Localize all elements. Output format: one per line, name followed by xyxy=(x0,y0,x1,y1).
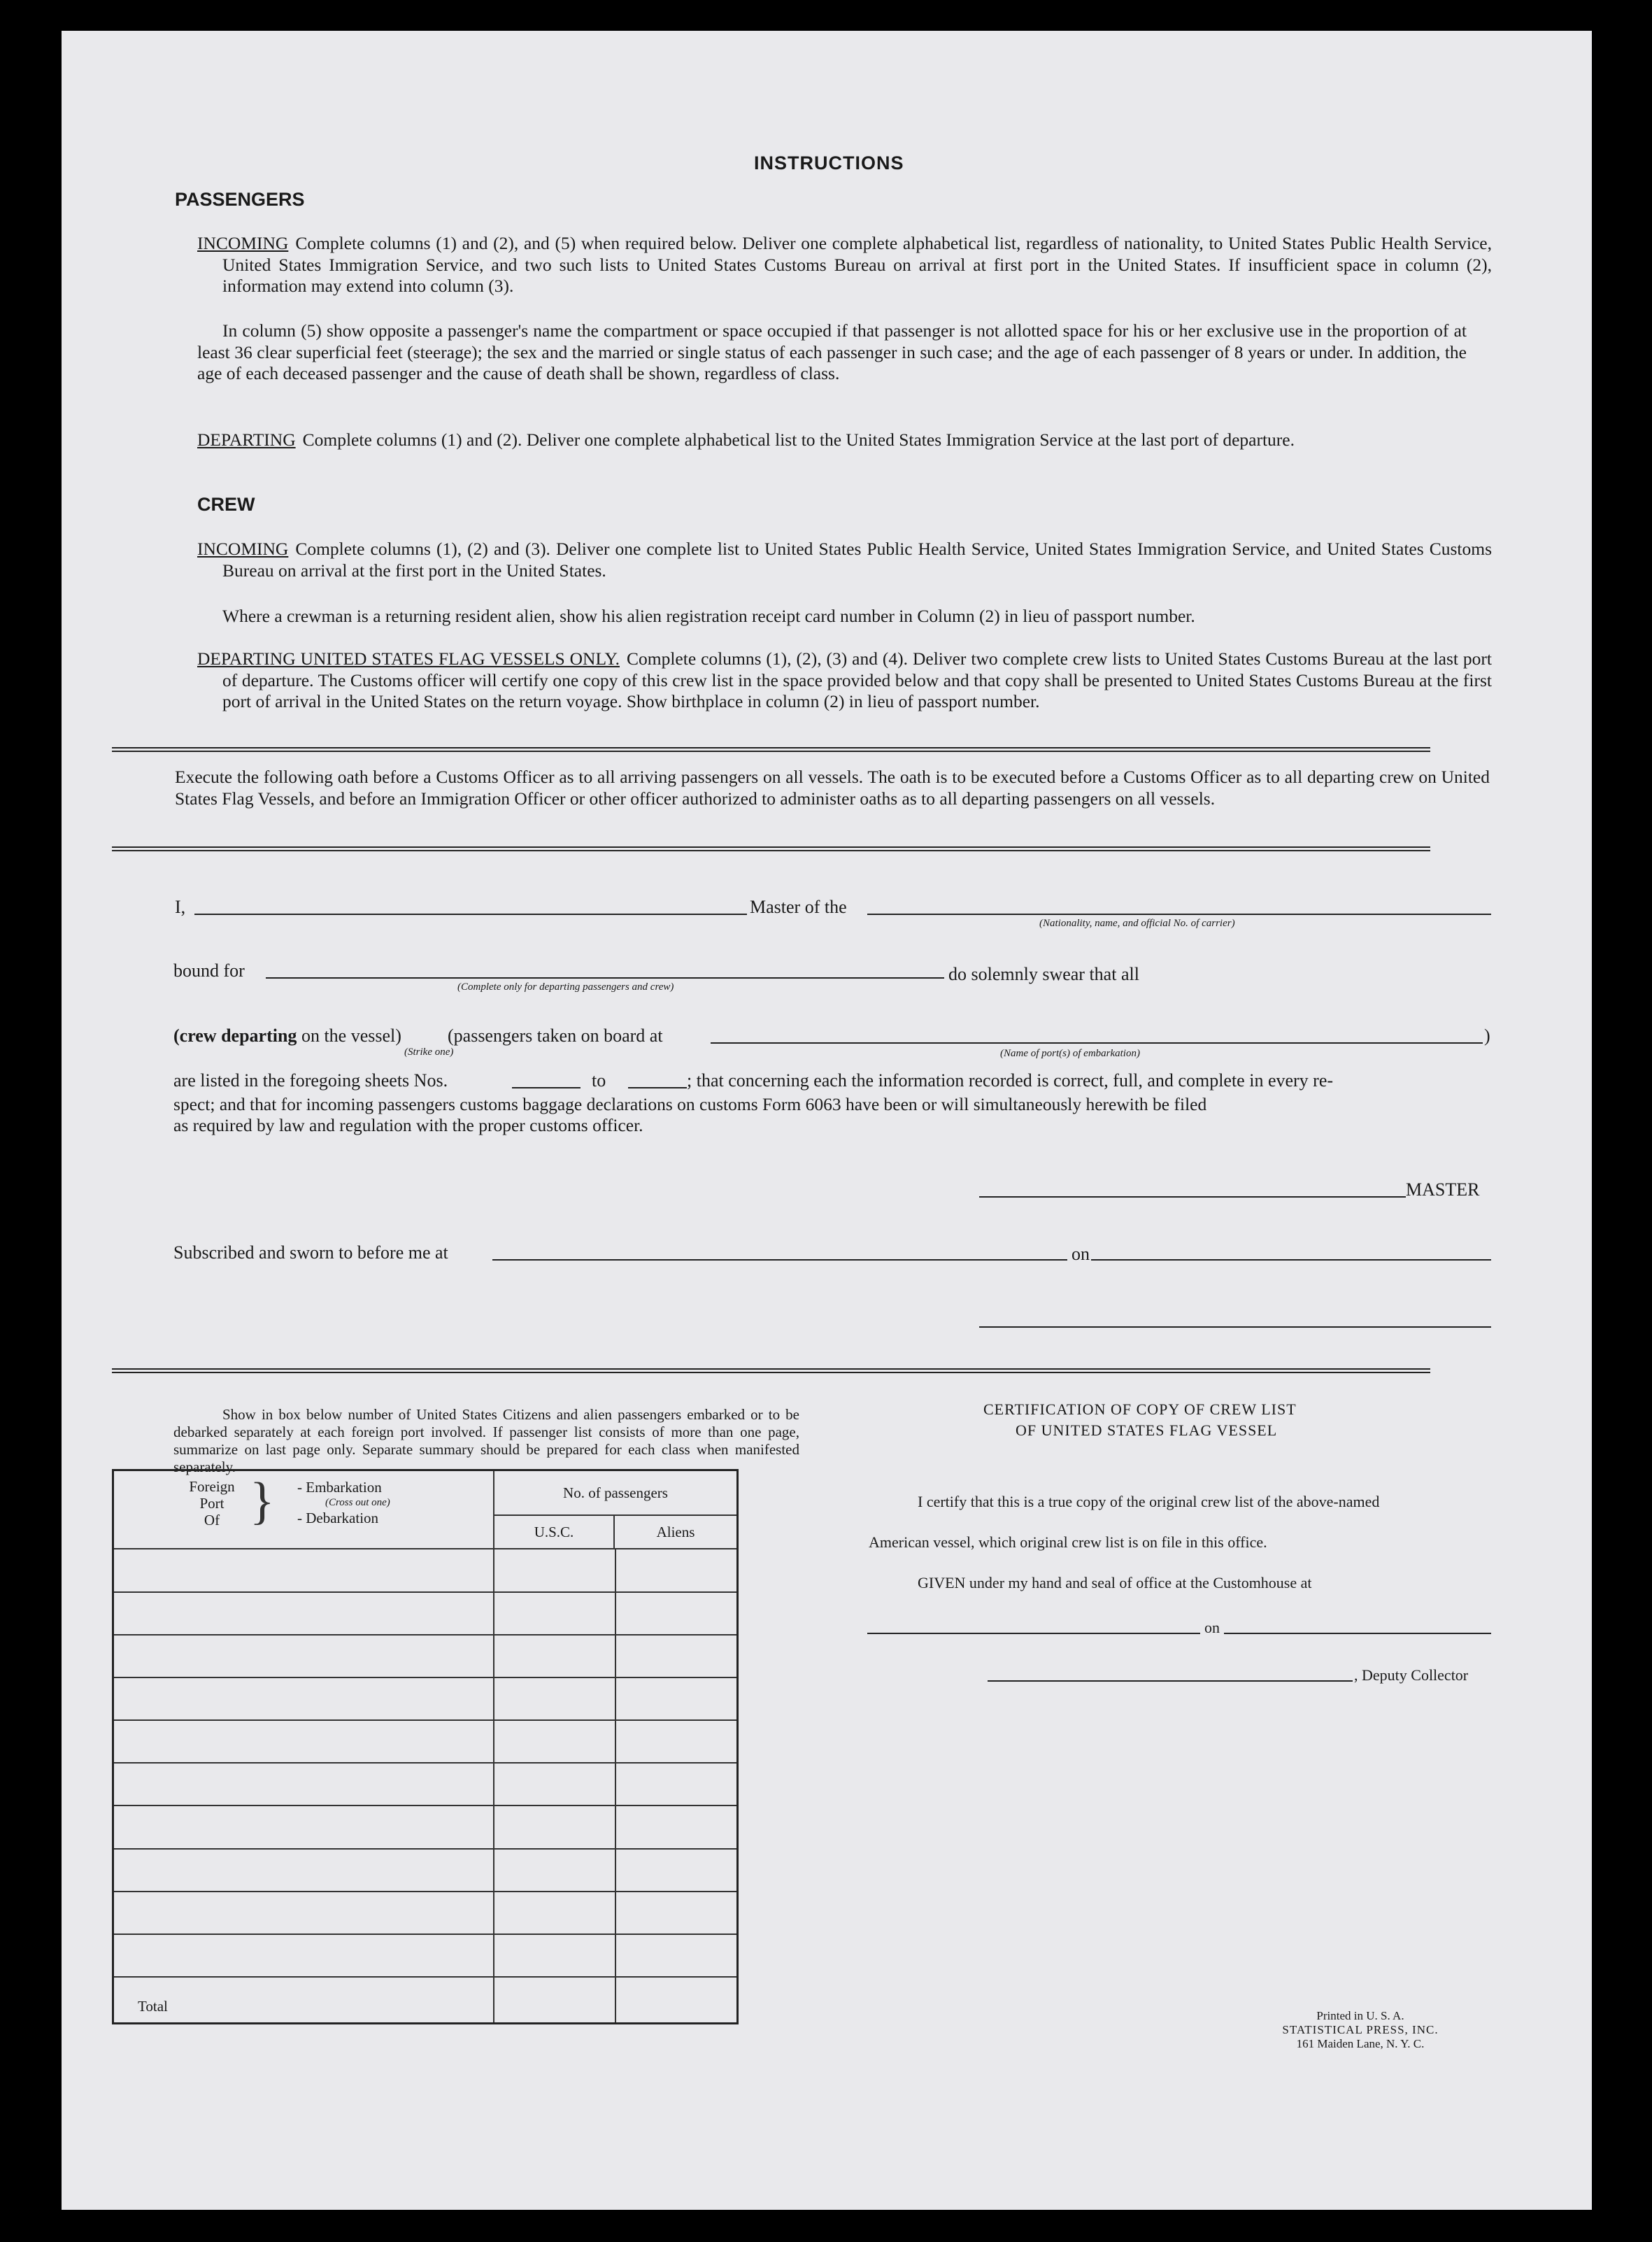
double-rule xyxy=(112,747,1430,752)
to-label: to xyxy=(592,1070,606,1091)
aliens-label: Aliens xyxy=(656,1524,695,1540)
swear-label: do solemnly swear that all xyxy=(948,964,1139,984)
carrier-hint: (Nationality, name, and official No. of carrier) xyxy=(1039,918,1235,929)
table-row xyxy=(113,1635,738,1677)
aliens-cell[interactable] xyxy=(615,1677,738,1720)
listed-label: are listed in the foregoing sheets Nos. xyxy=(173,1070,448,1091)
deputy-collector-label: , Deputy Collector xyxy=(1354,1666,1469,1684)
usc-cell[interactable] xyxy=(494,1934,615,1977)
port-cell[interactable] xyxy=(113,1934,494,1977)
usc-cell[interactable] xyxy=(494,1763,615,1805)
bound-for-line[interactable] xyxy=(266,977,944,979)
total-aliens-cell[interactable] xyxy=(615,1977,738,2023)
embarkation-label[interactable]: - Embarkation xyxy=(297,1479,382,1496)
on-vessel-label: on the vessel) xyxy=(301,1026,401,1046)
aliens-cell[interactable] xyxy=(615,1892,738,1934)
given-label: GIVEN under my hand and seal of office at the Customhouse at xyxy=(918,1574,1312,1591)
printer-imprint xyxy=(1259,2009,1462,2051)
passengers-incoming-text: Complete columns (1) and (2), and (5) when required below. Deliver one complete alphabetical list, regardless of nationality, to United States Public Health Service, United States Immigration Service, and two such lists to United States Customs Bureau on arrival at first port in the United States. If insufficient space in column (2), information may extend into column (3). xyxy=(222,233,1492,296)
usc-cell[interactable] xyxy=(494,1892,615,1934)
crew-heading: CREW xyxy=(197,494,255,515)
certification-date-line[interactable] xyxy=(1224,1633,1491,1634)
carrier-line[interactable] xyxy=(867,914,1491,915)
crew-departing-text: Complete columns (1), (2), (3) and (4). Deliver two complete crew lists to United States Customs Bureau at the last port of departure. The Customs officer will certify one copy of this crew list in the space provided below and that copy shall be presented to United States Customs Bureau at the first port of arrival in the United States on the return voyage. Show birthplace in column (2) in lieu of passport number. xyxy=(222,648,1492,711)
subscribed-on-label: on xyxy=(1071,1244,1090,1264)
master-of-label: Master of the xyxy=(750,897,847,917)
crew-departing-lead: DEPARTING UNITED STATES FLAG VESSELS ONLY. xyxy=(197,648,620,669)
passengers-incoming-lead: INCOMING xyxy=(197,233,289,253)
officer-signature-line[interactable] xyxy=(979,1326,1491,1328)
passengers-heading: PASSENGERS xyxy=(175,189,305,210)
bound-for-hint: (Complete only for departing passengers and crew) xyxy=(457,981,674,993)
port-label: Port xyxy=(199,1495,225,1512)
of-label: Of xyxy=(204,1512,220,1528)
total-row xyxy=(113,1977,738,2023)
table-row xyxy=(113,1763,738,1805)
foreign-port-of-label xyxy=(184,1478,240,1528)
port-header-cell xyxy=(113,1470,494,1549)
port-cell[interactable] xyxy=(113,1720,494,1763)
listed-rest-1: ; that concerning each the information recorded is correct, full, and complete in every re- xyxy=(687,1070,1334,1091)
port-cell[interactable] xyxy=(113,1677,494,1720)
crew-incoming-instruction xyxy=(197,539,1492,581)
usc-cell[interactable] xyxy=(494,1592,615,1635)
listed-rest-2: spect; and that for incoming passengers customs baggage declarations on customs Form 6063 have been or will simultaneously herewith be filed xyxy=(173,1094,1207,1114)
crew-resident-instruction: Where a crewman is a returning resident alien, show his alien registration receipt card number in Column (2) in lieu of passport number. xyxy=(222,606,1195,626)
subscribed-date-line[interactable] xyxy=(1091,1259,1491,1261)
embarkation-line[interactable] xyxy=(711,1042,1483,1044)
printer-line-1: Printed in U. S. A. xyxy=(1316,2009,1404,2022)
printer-line-3: 161 Maiden Lane, N. Y. C. xyxy=(1296,2037,1425,2050)
listed-rest-3: as required by law and regulation with the proper customs officer. xyxy=(173,1115,643,1135)
instructions-title: INSTRUCTIONS xyxy=(754,152,904,173)
port-cell[interactable] xyxy=(113,1635,494,1677)
crew-departing-instruction xyxy=(197,648,1492,713)
oath-instruction: Execute the following oath before a Customs Officer as to all arriving passengers on all vessels. The oath is to be executed before a Customs Officer as to all departing crew on United States Flag Vessels, and before an Immigration Officer or other officer authorized to administer oaths as to all departing passengers on all vessels. xyxy=(175,767,1490,809)
usc-cell[interactable] xyxy=(494,1720,615,1763)
total-label: Total xyxy=(113,1977,494,2023)
usc-label: U.S.C. xyxy=(494,1516,615,1548)
double-rule xyxy=(112,846,1430,851)
foreign-label: Foreign xyxy=(189,1478,235,1495)
aliens-cell[interactable] xyxy=(615,1763,738,1805)
total-usc-cell[interactable] xyxy=(494,1977,615,2023)
deputy-collector-line[interactable] xyxy=(988,1680,1353,1682)
aliens-cell[interactable] xyxy=(615,1934,738,1977)
passengers-column5-instruction: In column (5) show opposite a passenger's name the compartment or space occupied if that passenger is not allotted space for his or her exclusive use in the proportion of at least 36 clear superficial feet (steerage); the sex and the married or single status of each passenger in such case; and the age of each passenger of 8 years or under. In addition, the age of each deceased passenger and the cause of death shall be shown, regardless of class. xyxy=(197,320,1467,383)
table-row xyxy=(113,1805,738,1848)
passengers-taken-label: (passengers taken on board at xyxy=(448,1026,663,1046)
subscribed-label: Subscribed and sworn to before me at xyxy=(173,1242,448,1263)
certification-text-1: I certify that this is a true copy of the original crew list of the above-named xyxy=(918,1493,1380,1510)
port-cell[interactable] xyxy=(113,1805,494,1848)
crew-incoming-lead: INCOMING xyxy=(197,539,289,559)
certification-title-1: CERTIFICATION OF COPY OF CREW LIST xyxy=(983,1400,1297,1418)
table-row xyxy=(113,1549,738,1591)
aliens-cell[interactable] xyxy=(615,1635,738,1677)
no-passengers-label: No. of passengers xyxy=(494,1471,736,1516)
aliens-cell[interactable] xyxy=(615,1720,738,1763)
certification-title-2: OF UNITED STATES FLAG VESSEL xyxy=(1016,1421,1278,1439)
usc-cell[interactable] xyxy=(494,1805,615,1848)
passengers-header-cell xyxy=(494,1470,738,1549)
port-cell[interactable] xyxy=(113,1592,494,1635)
table-row xyxy=(113,1892,738,1934)
customhouse-line[interactable] xyxy=(867,1633,1200,1634)
usc-cell[interactable] xyxy=(494,1635,615,1677)
aliens-cell[interactable] xyxy=(615,1805,738,1848)
port-cell[interactable] xyxy=(113,1892,494,1934)
strike-hint: (Strike one) xyxy=(404,1046,454,1058)
port-cell[interactable] xyxy=(113,1763,494,1805)
embark-debark-labels xyxy=(297,1480,390,1526)
port-cell[interactable] xyxy=(113,1549,494,1591)
aliens-cell[interactable] xyxy=(615,1849,738,1892)
sheet-from-line[interactable] xyxy=(512,1087,581,1088)
master-signature-line[interactable] xyxy=(979,1196,1406,1198)
cross-out-hint: (Cross out one) xyxy=(325,1497,390,1508)
bound-for-label: bound for xyxy=(173,960,245,981)
subscribed-place-line[interactable] xyxy=(492,1259,1067,1261)
certification-on-label: on xyxy=(1204,1619,1220,1636)
double-rule xyxy=(112,1368,1430,1373)
master-name-line[interactable] xyxy=(194,914,747,915)
debarkation-label[interactable]: - Debarkation xyxy=(297,1510,379,1526)
passengers-departing-instruction xyxy=(197,430,1492,451)
table-row xyxy=(113,1849,738,1892)
table-row xyxy=(113,1592,738,1635)
usc-cell[interactable] xyxy=(494,1849,615,1892)
sheet-to-line[interactable] xyxy=(628,1087,687,1088)
usc-cell[interactable] xyxy=(494,1677,615,1720)
port-cell[interactable] xyxy=(113,1849,494,1892)
printer-line-2: STATISTICAL PRESS, INC. xyxy=(1282,2023,1439,2036)
usc-cell[interactable] xyxy=(494,1549,615,1591)
passengers-departing-text: Complete columns (1) and (2). Deliver one complete alphabetical list to the United States Immigration Service at the last port of departure. xyxy=(302,430,1295,450)
table-row xyxy=(113,1934,738,1977)
passenger-summary-table xyxy=(112,1469,739,2024)
aliens-cell[interactable] xyxy=(615,1549,738,1591)
table-row xyxy=(113,1677,738,1720)
oath-i-label: I, xyxy=(175,897,186,917)
passengers-incoming-instruction xyxy=(197,233,1492,297)
brace-icon: } xyxy=(250,1473,275,1530)
passenger-subheaders xyxy=(494,1516,736,1548)
crew-departing-option xyxy=(173,1026,401,1046)
master-label: MASTER xyxy=(1406,1179,1480,1200)
aliens-cell[interactable] xyxy=(615,1592,738,1635)
certification-text-2: American vessel, which original crew list is on file in this office. xyxy=(869,1533,1267,1551)
crew-departing-bold: (crew departing xyxy=(173,1026,297,1046)
table-row xyxy=(113,1720,738,1763)
crew-incoming-text: Complete columns (1), (2) and (3). Deliver one complete list to United States Public Health Service, United States Immigration Service, and United States Customs Bureau on arrival at the first port in the United States. xyxy=(222,539,1492,581)
passengers-departing-lead: DEPARTING xyxy=(197,430,296,450)
summary-note: Show in box below number of United States Citizens and alien passengers embarked or to be debarked separately at each foreign port involved. If passenger list consists of more than one page, summarize on last page only. Separate summary should be prepared for each class when manifested separately. xyxy=(173,1406,799,1475)
embarkation-hint: (Name of port(s) of embarkation) xyxy=(1000,1048,1140,1059)
close-paren: ) xyxy=(1484,1026,1490,1046)
